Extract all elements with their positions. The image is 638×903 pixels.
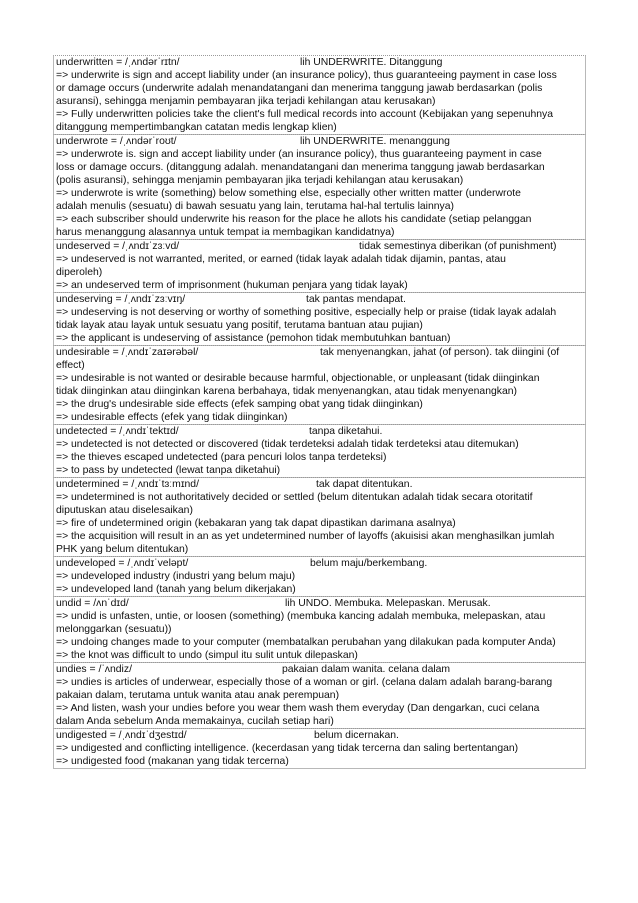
- entry-line: => the acquisition will result in an as yet undetermined number of layoffs (akuisisi akan menghasilkan jumlah: [56, 531, 555, 542]
- entry-line: => undetected is not detected or discovered (tidak terdeteksi adalah tidak terdeteksi atau ditemukan): [56, 439, 519, 450]
- entry-line: => each subscriber should underwrite his reason for the place he allots his candidate (setiap pelanggan: [56, 214, 532, 225]
- dictionary-entry: [53, 728, 586, 769]
- entry-line: asuransi), sehingga menjamin pembayaran jika terjadi kehilangan atau kerusakan): [56, 96, 436, 107]
- dictionary-entry: [53, 345, 586, 425]
- entry-line: => undeveloped industry (industri yang belum maju): [56, 571, 296, 582]
- entry-line: tidak diinginkan atau diinginkan karena berbahaya, tidak menyenangkan, atau tidak menyenangkan): [56, 386, 517, 397]
- entry-meaning: lih UNDERWRITE. menanggung: [300, 136, 450, 147]
- entry-line: diperoleh): [56, 267, 103, 278]
- entry-header: [54, 478, 585, 491]
- entry-line: dalam Anda sebelum Anda memakainya, cucilah setiap hari): [56, 716, 334, 727]
- entry-headword: undeserved = /ˌʌndɪˈzɜːvd/: [56, 241, 180, 252]
- entry-line: => undeserved is not warranted, merited, or earned (tidak layak adalah tidak dijamin, pantas, atau: [56, 254, 506, 265]
- entry-line: => undetermined is not authoritatively decided or settled (belum ditentukan adalah tidak secara otoritatif: [56, 492, 533, 503]
- dictionary-entry: [53, 662, 586, 729]
- entry-headword: undetermined = /ˌʌndɪˈtɜːmɪnd/: [56, 479, 199, 490]
- dictionary-entry: [53, 239, 586, 293]
- entry-line: => to pass by undetected (lewat tanpa diketahui): [56, 465, 281, 476]
- entry-line: diputuskan atau diselesaikan): [56, 505, 193, 516]
- entry-line: => the applicant is undeserving of assistance (pemohon tidak membutuhkan bantuan): [56, 333, 451, 344]
- entry-line: => the thieves escaped undetected (para pencuri lolos tanpa terdeteksi): [56, 452, 387, 463]
- entry-meaning: tanpa diketahui.: [309, 426, 383, 437]
- entry-header: [54, 425, 585, 438]
- dictionary-page: [53, 56, 586, 769]
- dictionary-entry: [53, 596, 586, 663]
- entry-line: loss or damage occurs. (ditanggung adalah. menandatangani dan menerima tanggung jawab berdasarkan: [56, 162, 545, 173]
- entry-line: => underwrote is write (something) below something else, especially other written matter (underwrote: [56, 188, 521, 199]
- entry-line: (polis asuransi), sehingga menjamin pembayaran jika terjadi kehilangan atau kerusakan): [56, 175, 464, 186]
- dictionary-entry: [53, 424, 586, 478]
- entry-headword: underwrote = /ˌʌndərˈroʊt/: [56, 136, 177, 147]
- entry-line: => fire of undetermined origin (kebakaran yang tak dapat dipastikan darimana asalnya): [56, 518, 456, 529]
- entry-line: => an undeserved term of imprisonment (hukuman penjara yang tidak layak): [56, 280, 408, 291]
- entry-line: => the knot was difficult to undo (simpul itu sulit untuk dilepaskan): [56, 650, 358, 661]
- entry-line: => undigested and conflicting intelligence. (kecerdasan yang tidak tercerna dan saling bertentangan): [56, 743, 519, 754]
- entry-line: effect): [56, 360, 85, 371]
- entry-line: or damage occurs (underwrite adalah menandatangani dan menerima tanggung jawab berdasarkan (polis: [56, 83, 543, 94]
- entry-line: => undies is articles of underwear, especially those of a woman or girl. (celana dalam adalah barang-barang: [56, 677, 553, 688]
- entry-meaning: tidak semestinya diberikan (of punishment): [359, 241, 557, 252]
- entry-line: => undesirable effects (efek yang tidak diinginkan): [56, 412, 288, 423]
- entry-line: => undoing changes made to your computer (membatalkan perubahan yang dilakukan pada komputer Anda): [56, 637, 556, 648]
- entry-line: => underwrote is. sign and accept liability under (an insurance policy), thus guaranteeing payment in case: [56, 149, 542, 160]
- entry-meaning: tak dapat ditentukan.: [316, 479, 413, 490]
- entry-meaning: lih UNDERWRITE. Ditanggung: [300, 57, 443, 68]
- entry-line: => the drug's undesirable side effects (efek samping obat yang tidak diinginkan): [56, 399, 423, 410]
- entry-header: [54, 557, 585, 570]
- entry-line: => undeveloped land (tanah yang belum dikerjakan): [56, 584, 296, 595]
- dictionary-entry: [53, 477, 586, 557]
- entry-line: => undeserving is not deserving or worthy of something positive, especially help or praise (tidak layak adalah: [56, 307, 557, 318]
- entry-line: harus menanggung alasannya untuk tempat ia membagikan kandidatnya): [56, 227, 395, 238]
- entry-headword: underwritten = /ˌʌndərˈrɪtn/: [56, 57, 180, 68]
- entry-headword: undeveloped = /ˌʌndɪˈveləpt/: [56, 558, 189, 569]
- entry-header: [54, 135, 585, 148]
- entry-header: [54, 346, 585, 359]
- entry-line: PHK yang belum ditentukan): [56, 544, 189, 555]
- entry-line: => underwrite is sign and accept liability under (an insurance policy), thus guaranteeing payment in case loss: [56, 70, 557, 81]
- entry-meaning: lih UNDO. Membuka. Melepaskan. Merusak.: [285, 598, 491, 609]
- entry-header: [54, 597, 585, 610]
- entry-header: [54, 729, 585, 742]
- entry-line: => undid is unfasten, untie, or loosen (something) (membuka kancing adalah membuka, melepaskan, atau: [56, 611, 546, 622]
- entry-line: => And listen, wash your undies before you wear them wash them everyday (Dan dengarkan, cuci celana: [56, 703, 540, 714]
- entry-line: adalah menulis (sesuatu) di bawah sesuatu yang lain, terutama hal-hal tertulis lainnya): [56, 201, 454, 212]
- dictionary-entry: [53, 134, 586, 240]
- entry-line: tidak layak atau layak untuk sesuatu yang positif, terutama bantuan atau pujian): [56, 320, 423, 331]
- entry-meaning: pakaian dalam wanita. celana dalam: [282, 664, 451, 675]
- entry-meaning: belum dicernakan.: [314, 730, 399, 741]
- entry-headword: undetected = /ˌʌndɪˈtektɪd/: [56, 426, 179, 437]
- entry-line: => Fully underwritten policies take the client's full medical records into account (Kebijakan yang sepenuhnya: [56, 109, 553, 120]
- entry-line: => undigested food (makanan yang tidak tercerna): [56, 756, 289, 767]
- entry-header: [54, 56, 585, 69]
- entry-line: ditanggung mempertimbangkan catatan medis lengkap klien): [56, 122, 337, 133]
- entry-line: => undesirable is not wanted or desirable because harmful, objectionable, or unpleasant (tidak diinginkan: [56, 373, 540, 384]
- dictionary-entry: [53, 292, 586, 346]
- entry-line: melonggarkan (sesuatu)): [56, 624, 172, 635]
- entry-headword: undesirable = /ˌʌndɪˈzaɪərəbəl/: [56, 347, 199, 358]
- entry-header: [54, 293, 585, 306]
- entry-headword: undies = /ˈʌndiz/: [56, 664, 132, 675]
- dictionary-entry: [53, 556, 586, 597]
- entry-meaning: belum maju/berkembang.: [310, 558, 428, 569]
- entry-headword: undigested = /ˌʌndɪˈdʒestɪd/: [56, 730, 187, 741]
- dictionary-entry: [53, 55, 586, 135]
- entry-meaning: tak menyenangkan, jahat (of person). tak diingini (of: [320, 347, 560, 358]
- entry-line: pakaian dalam, terutama untuk wanita atau anak perempuan): [56, 690, 340, 701]
- entry-headword: undid = /ʌnˈdɪd/: [56, 598, 129, 609]
- entry-header: [54, 240, 585, 253]
- entry-meaning: tak pantas mendapat.: [306, 294, 406, 305]
- entry-header: [54, 663, 585, 676]
- entry-headword: undeserving = /ˌʌndɪˈzɜːvɪŋ/: [56, 294, 186, 305]
